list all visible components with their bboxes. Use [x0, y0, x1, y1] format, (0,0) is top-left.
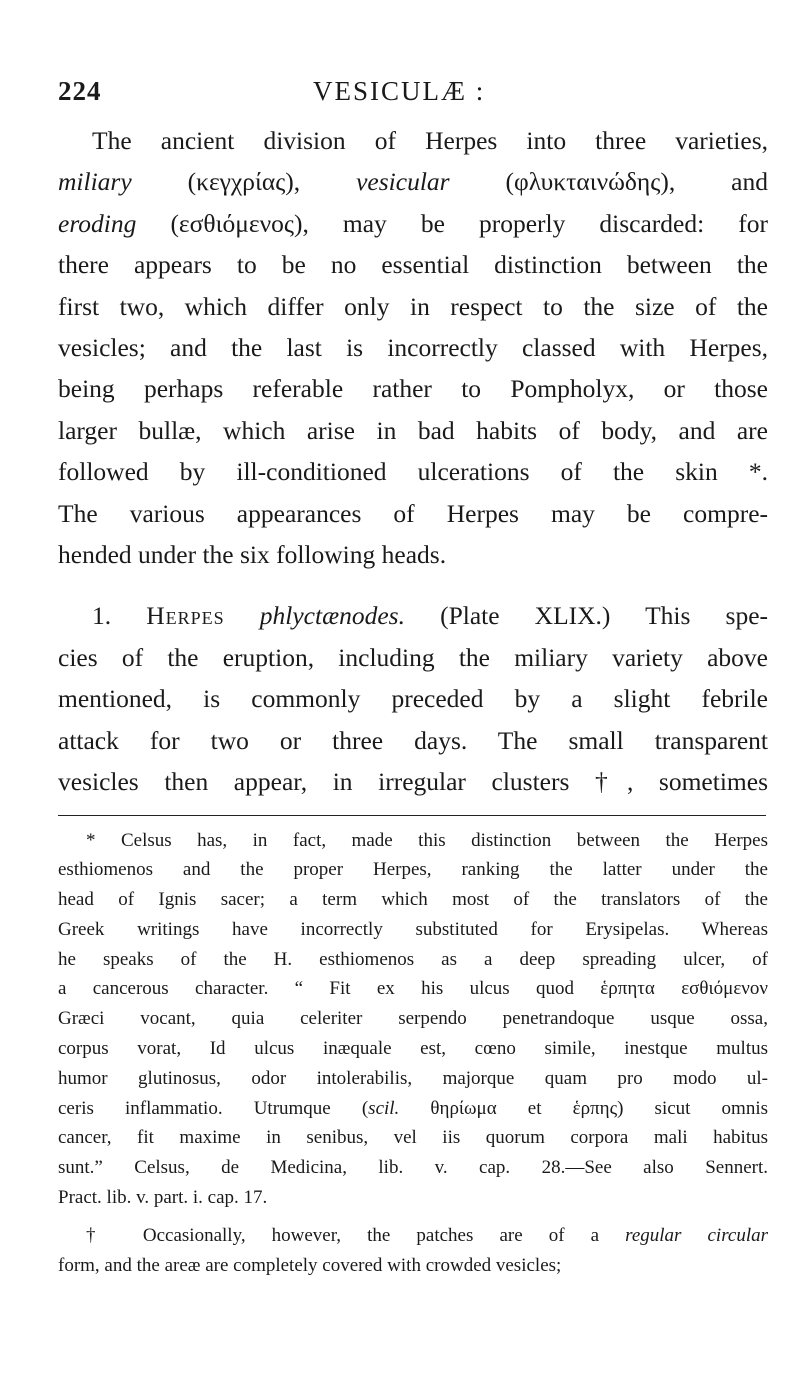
page-number: 224	[58, 76, 102, 106]
footnote-line: corpus vorat, Id ulcus inæquale est, cœno simile, inestque multus	[58, 1038, 768, 1060]
text-fragment: † Occasionally, however, the patches are of a	[86, 1224, 600, 1246]
text-line: larger bullæ, which arise in bad habits of body, and are	[58, 415, 768, 445]
text-line: eroding (εσθιόμενος), may be properly discarded: for	[58, 208, 768, 238]
footnote-line: he speaks of the H. esthiomenos as a deep spreading ulcer, of	[58, 948, 768, 970]
paragraph-herpes-phlyctaenodes	[58, 595, 768, 802]
page-header	[58, 72, 768, 120]
text-line: being perhaps referable rather to Pompholyx, or those	[58, 374, 768, 404]
body-text	[58, 120, 768, 803]
text-line: The ancient division of Herpes into three varieties,	[92, 126, 768, 155]
footnote-divider	[58, 815, 766, 816]
footnote-line: form, and the areæ are completely covered with crowded vesicles;	[58, 1254, 562, 1276]
footnote-line: ceris inflammatio. Utrumque (scil. θηρίωμα et ἑρπης) sicut omnis	[58, 1097, 768, 1119]
italic-term: miliary	[58, 167, 132, 197]
text-line: The various appearances of Herpes may be compre-	[58, 498, 768, 528]
text-line: first two, which differ only in respect to the size of the	[58, 291, 768, 321]
footnote-dagger	[58, 1221, 768, 1281]
plate-reference: (Plate XLIX.)	[440, 601, 611, 631]
footnote-line: humor glutinosus, odor intolerabilis, majorque quam pro modo ul-	[58, 1067, 768, 1089]
text-line: hended under the six following heads.	[58, 540, 447, 570]
footnote-line: esthiomenos and the proper Herpes, ranking the latter under the	[58, 859, 768, 881]
section-heading-species: phlyctænodes.	[259, 601, 405, 631]
footnote-line: Græci vocant, quia celeriter serpendo penetrandoque usque ossa,	[58, 1008, 768, 1030]
italic-term: eroding	[58, 208, 137, 238]
text-line: vesicles then appear, in irregular clusters †, sometimes	[58, 767, 768, 797]
footnote-line: sunt.” Celsus, de Medicina, lib. v. cap. 28.—See also Sennert.	[58, 1157, 768, 1179]
section-heading-name: Herpes	[146, 601, 225, 631]
footnote-line: cancer, fit maxime in senibus, vel iis quorum corpora mali habitus	[58, 1127, 768, 1149]
section-heading-line	[58, 595, 768, 636]
footnotes	[58, 826, 768, 1281]
footnote-asterisk	[58, 826, 768, 1213]
footnote-line: * Celsus has, in fact, made this distinction between the Herpes	[86, 829, 768, 851]
book-page	[58, 72, 768, 1280]
footnote-line: head of Ignis sacer; a term which most of the translators of the	[58, 889, 768, 911]
footnote-line: Greek writings have incorrectly substituted for Erysipelas. Whereas	[58, 918, 768, 940]
text-line: miliary (κεγχρίας), vesicular (φλυκταινώδης), and	[58, 167, 768, 197]
paragraph-herpes-division	[58, 120, 768, 575]
text-fragment: This spe-	[645, 601, 769, 631]
text-line: followed by ill-conditioned ulcerations of the skin *.	[58, 457, 768, 487]
italic-term: regular circular	[625, 1224, 768, 1246]
italic-term: scil.	[368, 1097, 400, 1119]
italic-term: vesicular	[356, 167, 450, 197]
footnote-line: a cancerous character. “ Fit ex his ulcus quod ἑρπητα εσθιόμενον	[58, 978, 768, 1000]
footnote-line	[58, 1221, 768, 1251]
text-line: there appears to be no essential distinction between the	[58, 250, 768, 280]
text-line: mentioned, is commonly preceded by a slight febrile	[58, 684, 768, 714]
text-line: vesicles; and the last is incorrectly classed with Herpes,	[58, 333, 768, 363]
section-number: 1.	[92, 601, 112, 631]
running-title: VESICULÆ :	[313, 76, 486, 106]
text-line: attack for two or three days. The small transparent	[58, 725, 768, 755]
text-line: cies of the eruption, including the miliary variety above	[58, 642, 768, 672]
footnote-line: Pract. lib. v. part. i. cap. 17.	[58, 1187, 268, 1209]
